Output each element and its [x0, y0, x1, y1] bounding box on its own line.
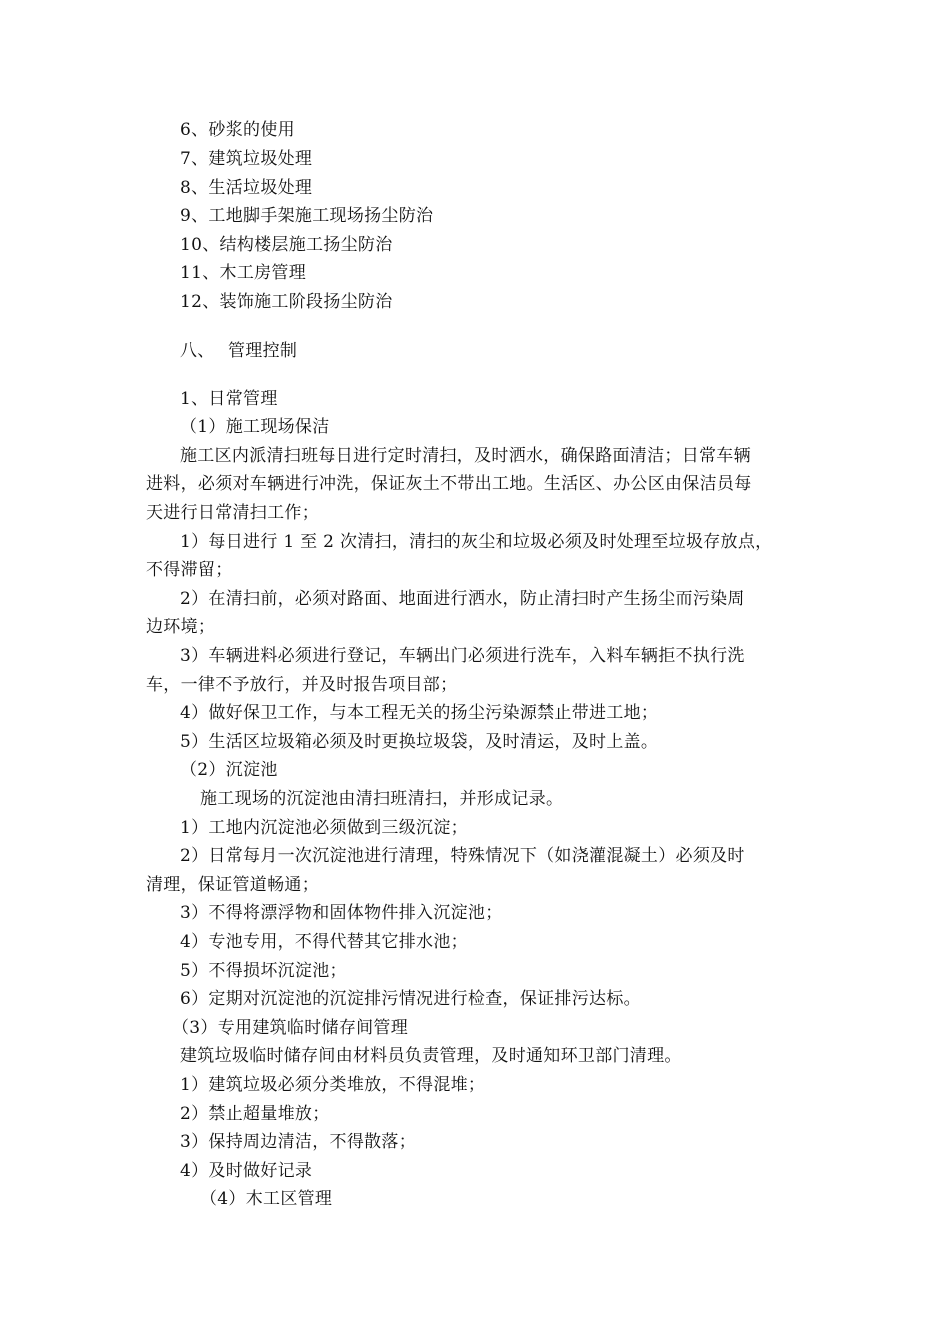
- part1-heading: （1）施工现场保洁: [180, 417, 330, 437]
- part4-heading: （4）木工区管理: [200, 1189, 333, 1209]
- list-item: 8、生活垃圾处理: [180, 178, 313, 198]
- paragraph-line: 1）每日进行 1 至 2 次清扫，清扫的灰尘和垃圾必须及时处理至垃圾存放点，: [180, 532, 773, 552]
- paragraph-line: 施工现场的沉淀池由清扫班清扫，并形成记录。: [200, 789, 564, 809]
- paragraph-line: 建筑垃圾临时储存间由材料员负责管理，及时通知环卫部门清理。: [180, 1046, 682, 1066]
- paragraph-line: 4）专池专用，不得代替其它排水池；: [180, 932, 468, 952]
- part3-heading: （3）专用建筑临时储存间管理: [172, 1018, 409, 1038]
- list-item: 9、工地脚手架施工现场扬尘防治: [180, 206, 434, 226]
- section-heading-title: 管理控制: [228, 341, 298, 361]
- paragraph-line: 2）日常每月一次沉淀池进行清理，特殊情况下（如浇灌混凝土）必须及时: [180, 846, 745, 866]
- paragraph-line: 3）保持周边清洁，不得散落；: [180, 1132, 417, 1152]
- paragraph-line: 4）及时做好记录: [180, 1161, 313, 1181]
- paragraph-line: 不得滞留；: [146, 560, 233, 580]
- list-item: 12、装饰施工阶段扬尘防治: [180, 292, 393, 312]
- part2-heading: （2）沉淀池: [180, 760, 278, 780]
- paragraph-line: 5）生活区垃圾箱必须及时更换垃圾袋，及时清运，及时上盖。: [180, 732, 659, 752]
- paragraph-line: 施工区内派清扫班每日进行定时清扫，及时洒水，确保路面清洁；日常车辆: [180, 446, 751, 466]
- list-item: 11、木工房管理: [180, 263, 307, 283]
- paragraph-line: 边环境；: [146, 617, 216, 637]
- section-heading-number: 八、: [180, 341, 215, 361]
- paragraph-line: 5）不得损坏沉淀池；: [180, 961, 347, 981]
- paragraph-line: 2）在清扫前，必须对路面、地面进行洒水，防止清扫时产生扬尘而污染周: [180, 589, 745, 609]
- list-item: 10、结构楼层施工扬尘防治: [180, 235, 393, 255]
- paragraph-line: 进料，必须对车辆进行冲洗，保证灰土不带出工地。生活区、办公区由保洁员每: [146, 474, 752, 494]
- paragraph-line: 6）定期对沉淀池的沉淀排污情况进行检查，保证排污达标。: [180, 989, 641, 1009]
- list-item: 7、建筑垃圾处理: [180, 149, 313, 169]
- sub-heading: 1、日常管理: [180, 389, 278, 409]
- paragraph-line: 清理，保证管道畅通；: [146, 875, 319, 895]
- paragraph-line: 天进行日常清扫工作；: [146, 503, 319, 523]
- paragraph-line: 1）工地内沉淀池必须做到三级沉淀；: [180, 818, 468, 838]
- list-item: 6、砂浆的使用: [180, 120, 295, 140]
- paragraph-line: 1）建筑垃圾必须分类堆放，不得混堆；: [180, 1075, 486, 1095]
- paragraph-line: 4）做好保卫工作，与本工程无关的扬尘污染源禁止带进工地；: [180, 703, 659, 723]
- paragraph-line: 3）不得将漂浮物和固体物件排入沉淀池；: [180, 903, 503, 923]
- paragraph-line: 车，一律不予放行，并及时报告项目部；: [146, 675, 458, 695]
- paragraph-line: 3）车辆进料必须进行登记，车辆出门必须进行洗车，入料车辆拒不执行洗: [180, 646, 745, 666]
- paragraph-line: 2）禁止超量堆放；: [180, 1104, 330, 1124]
